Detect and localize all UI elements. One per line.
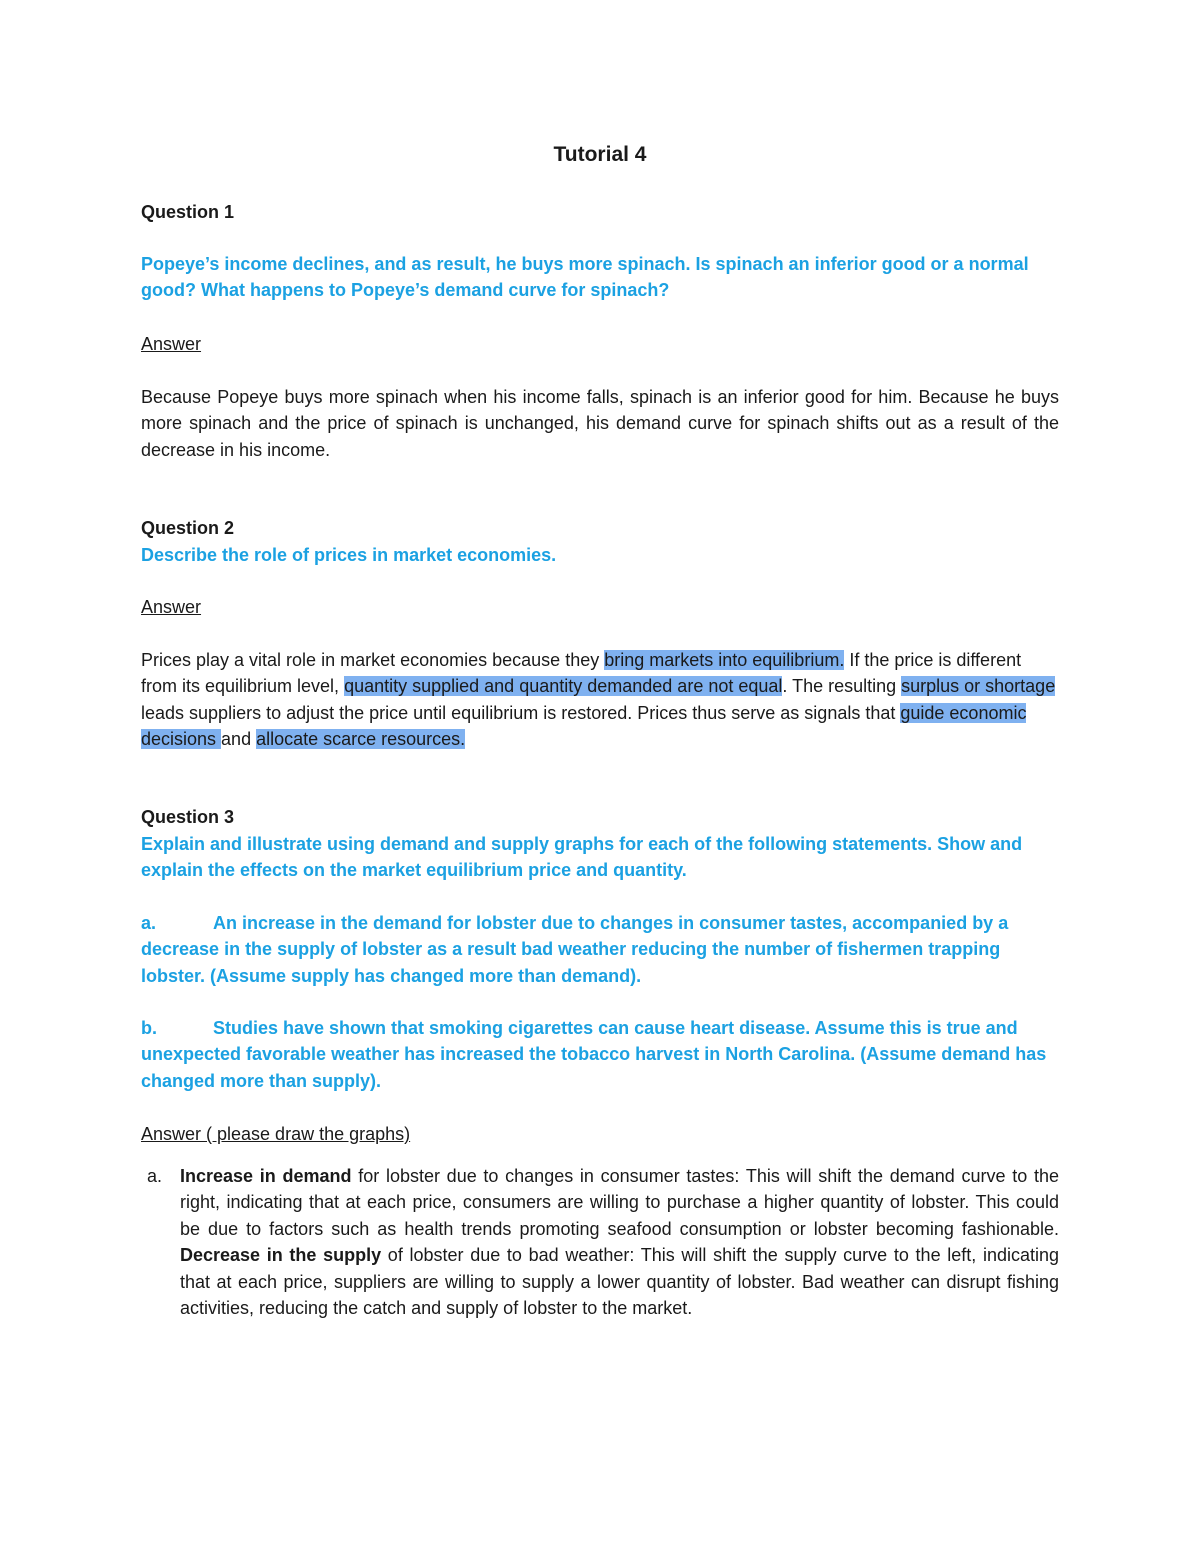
q2-heading: Question 2 <box>141 518 235 538</box>
list-marker-a: a. <box>147 1166 163 1186</box>
q3-item-b-label: b. <box>141 1018 157 1038</box>
highlight-equilibrium: bring markets into equilibrium. <box>604 650 845 670</box>
bold-increase-in-demand: Increase in demand <box>180 1166 352 1186</box>
answer-a-part-2: of lobster due to bad weather: This will shift the supply curve to the left, indicating that at each price, suppliers are willing to supply a lower quantity of lobster. Bad weather can disrupt fishing activities, reducing the catch and supply of lobster to the market. <box>180 1245 1060 1319</box>
q3-item-a-text: An increase in the demand for lobster due to changes in consumer tastes, accompanied by a decrease in the supply of lobster as a result bad weather reducing the number of fishermen trapping lobster. (Assume supply has changed more than demand). <box>141 913 1009 986</box>
bold-decrease-in-supply: Decrease in the supply <box>180 1245 382 1266</box>
q1-prompt: Popeye’s income declines, and as result, he buys more spinach. Is spinach an inferior good or a normal good? What happens to Popeye’s demand curve for spinach? <box>141 254 1029 301</box>
q3-item-b-text: Studies have shown that smoking cigarettes can cause heart disease. Assume this is true and unexpected favorable weather has increased the tobacco harvest in North Carolina. (Assume demand has changed more than supply). <box>141 1018 1047 1091</box>
document-title: Tutorial 4 <box>553 143 647 166</box>
list-item <box>141 1163 1059 1321</box>
q3-item-b <box>141 1015 1059 1094</box>
q1-answer-label: Answer <box>141 334 202 354</box>
q3-prompt: Explain and illustrate using demand and supply graphs for each of the following statements. Show and explain the effects on the market equilibrium price and quantity. <box>141 834 1023 881</box>
q3-item-a <box>141 910 1059 989</box>
q3-answer-list <box>141 1163 1059 1321</box>
highlight-allocate-resources: allocate scarce resources. <box>256 729 466 750</box>
q2-answer-part-3: . The resulting <box>782 676 902 697</box>
q2-answer-part-2: If the price is different from its equilibrium level, <box>141 650 1022 697</box>
answer-a-part-1: for lobster due to changes in consumer tastes: This will shift the demand curve to the right, indicating that at each price, consumers are willing to purchase a higher quantity of lobster. This could be due to factors such as health trends promoting seafood consumption or lobster becoming fashionable. <box>180 1166 1059 1239</box>
q2-answer-part-4: leads suppliers to adjust the price until equilibrium is restored. Prices thus serve as signals that <box>141 702 901 723</box>
highlight-guide-decisions: guide economic decisions <box>141 702 1027 750</box>
q1-heading: Question 1 <box>141 202 235 222</box>
q2-prompt: Describe the role of prices in market economies. <box>141 545 557 565</box>
q2-answer-part-5: and <box>221 729 257 750</box>
q2-answer-text <box>141 647 1059 753</box>
q3-answer-label: Answer ( please draw the graphs) <box>141 1124 411 1144</box>
highlight-not-equal: quantity supplied and quantity demanded are not equal <box>344 676 783 697</box>
q3-heading: Question 3 <box>141 807 235 827</box>
q2-answer-label: Answer <box>141 597 202 617</box>
q3-item-a-label: a. <box>141 913 157 933</box>
q2-answer-part-1: Prices play a vital role in market economies because they <box>141 650 605 670</box>
q1-answer-text: Because Popeye buys more spinach when his income falls, spinach is an inferior good for him. Because he buys more spinach and the price of spinach is unchanged, his demand curve for spinach shifts out as a result of the decrease in his income. <box>141 387 1059 460</box>
highlight-surplus-shortage: surplus or shortage <box>901 676 1056 697</box>
